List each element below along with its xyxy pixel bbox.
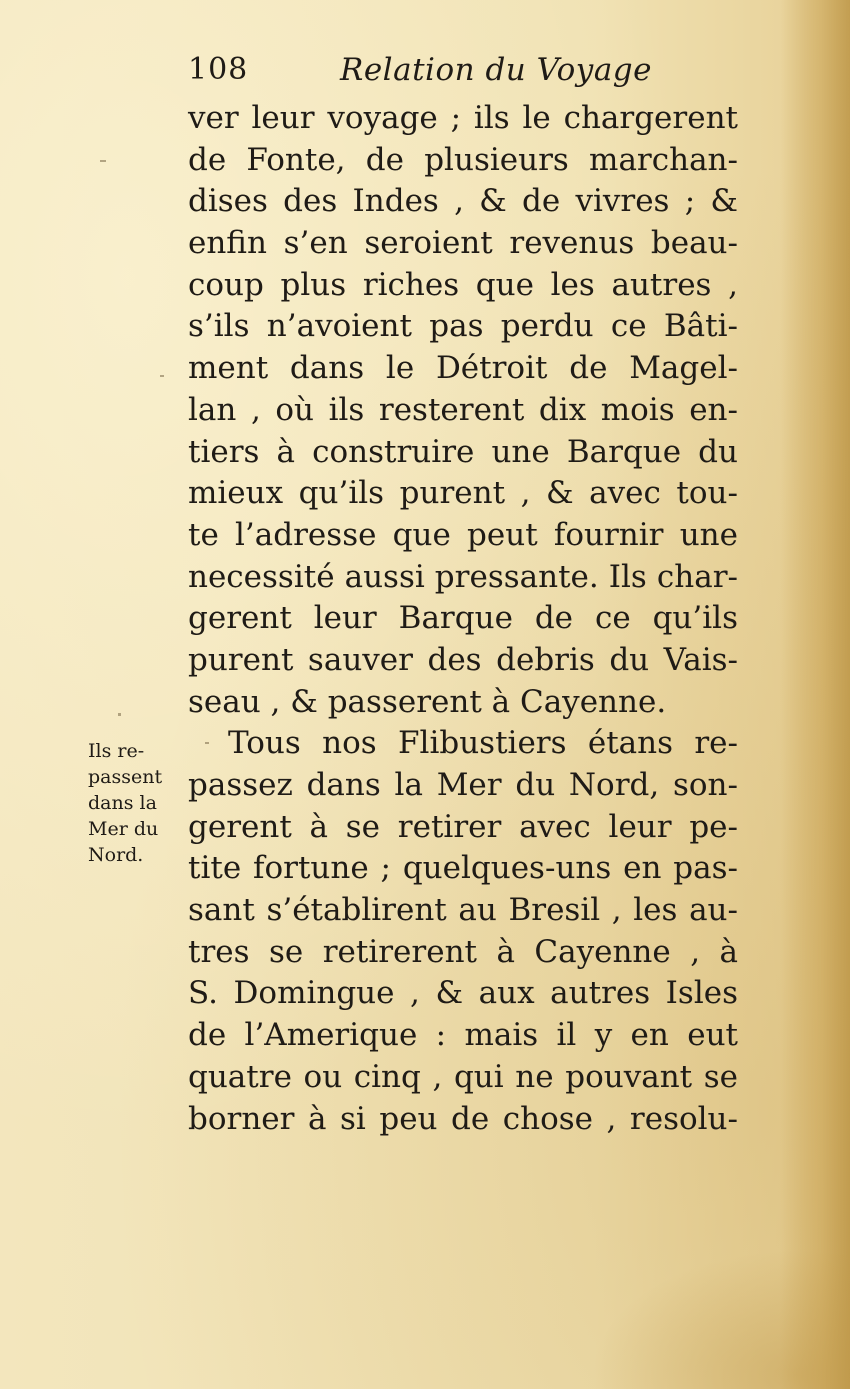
text-line: de l’Amerique : mais il y en eut xyxy=(188,1017,738,1054)
ink-speck xyxy=(160,375,164,377)
text-line: mieux qu’ils purent , & avec tou- xyxy=(188,475,738,512)
text-line: tres se retirerent à Cayenne , à xyxy=(188,933,738,970)
text-line: quatre ou cinq , qui ne pouvant se xyxy=(188,1058,738,1095)
text-line: necessité aussi pressante. Ils char- xyxy=(188,558,738,595)
text-line: tite fortune ; quelques-uns en pas- xyxy=(188,850,738,887)
marginal-note-line: Ils re- xyxy=(88,740,145,762)
running-title: Relation du Voyage xyxy=(340,52,652,88)
page-number: 108 xyxy=(188,52,249,87)
text-line: ver leur voyage ; ils le chargerent xyxy=(188,100,738,136)
text-line: gerent leur Barque de ce qu’ils xyxy=(188,600,738,637)
marginal-note-line: passent xyxy=(88,766,163,788)
text-line: borner à si peu de chose , resolu- xyxy=(188,1100,738,1137)
text-line: tiers à construire une Barque du xyxy=(188,433,738,470)
text-line: s’ils n’avoient pas perdu ce Bâti- xyxy=(188,308,738,345)
marginal-note-line: Mer du xyxy=(88,818,159,840)
text-line: coup plus riches que les autres , xyxy=(188,266,738,303)
paper-stain xyxy=(590,1249,850,1389)
text-line: purent sauver des debris du Vais- xyxy=(188,641,738,678)
ink-speck xyxy=(205,742,209,744)
page-header xyxy=(188,52,728,98)
text-line: dises des Indes , & de vivres ; & xyxy=(188,183,738,220)
paragraph-start-line: Tous nos Flibustiers étans re- xyxy=(228,725,738,762)
body-text xyxy=(188,98,738,1140)
text-line: gerent à se retirer avec leur pe- xyxy=(188,808,738,845)
text-line: lan , où ils resterent dix mois en- xyxy=(188,391,738,428)
text-line: seau , & passerent à Cayenne. xyxy=(188,683,667,720)
text-line: passez dans la Mer du Nord, son- xyxy=(188,767,738,803)
marginal-note-line: Nord. xyxy=(88,844,144,866)
text-line: te l’adresse que peut fournir une xyxy=(188,516,738,553)
text-line: de Fonte, de plusieurs marchan- xyxy=(188,141,738,178)
ink-speck xyxy=(100,160,106,162)
text-line: enfin s’en seroient revenus beau- xyxy=(188,225,738,262)
text-line: sant s’établirent au Bresil , les au- xyxy=(188,892,738,929)
marginal-note xyxy=(88,738,180,868)
page-edge-shading xyxy=(780,0,850,1389)
ink-speck xyxy=(118,713,121,716)
marginal-note-line: dans la xyxy=(88,792,157,814)
text-line: ment dans le Détroit de Magel- xyxy=(188,350,738,387)
text-line: S. Domingue , & aux autres Isles xyxy=(188,975,738,1012)
